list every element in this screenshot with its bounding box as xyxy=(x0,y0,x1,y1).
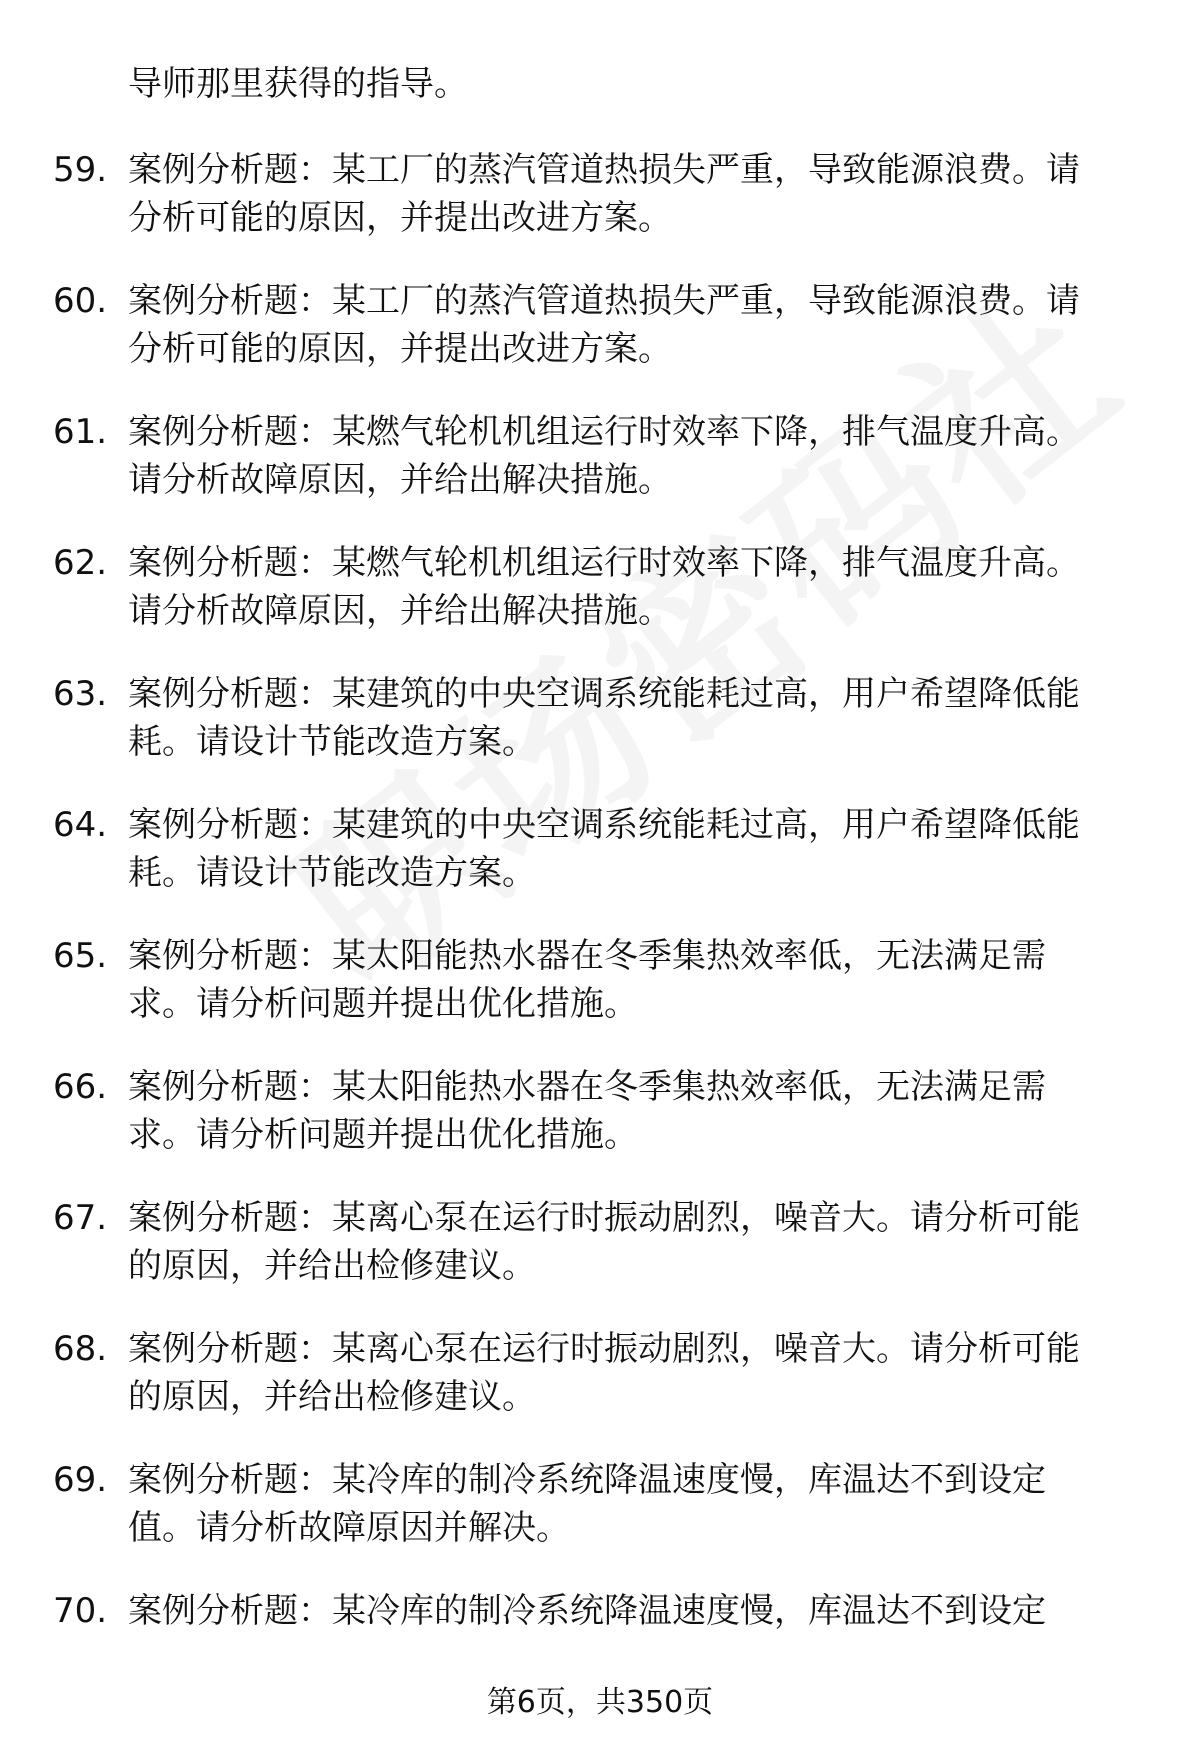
question-text-line: 案例分析题：某建筑的中央空调系统能耗过高，用户希望降低能 xyxy=(128,674,1080,714)
question-number: 70. xyxy=(53,1591,108,1631)
question-text xyxy=(128,1325,1138,1421)
question-text-line: 耗。请设计节能改造方案。 xyxy=(128,853,536,893)
question-text-line: 案例分析题：某建筑的中央空调系统能耗过高，用户希望降低能 xyxy=(128,805,1080,845)
question-text-line: 请分析故障原因，并给出解决措施。 xyxy=(128,591,672,631)
question-text xyxy=(128,801,1138,897)
question-number: 64. xyxy=(53,805,108,845)
question-item xyxy=(0,1194,1200,1325)
question-item xyxy=(0,539,1200,670)
question-text-line: 请分析故障原因，并给出解决措施。 xyxy=(128,460,672,500)
question-text-line: 案例分析题：某冷库的制冷系统降温速度慢，库温达不到设定 xyxy=(128,1591,1046,1631)
question-text xyxy=(128,1063,1138,1159)
question-item xyxy=(0,408,1200,539)
question-text-line: 案例分析题：某离心泵在运行时振动剧烈，噪音大。请分析可能 xyxy=(128,1198,1080,1238)
question-number: 68. xyxy=(53,1329,108,1369)
continued-text: 导师那里获得的指导。 xyxy=(128,64,468,104)
question-item xyxy=(0,1325,1200,1456)
question-item xyxy=(0,277,1200,408)
question-number: 69. xyxy=(53,1460,108,1500)
question-text-line: 案例分析题：某太阳能热水器在冬季集热效率低，无法满足需 xyxy=(128,936,1046,976)
question-number: 67. xyxy=(53,1198,108,1238)
question-text-line: 分析可能的原因，并提出改进方案。 xyxy=(128,329,672,369)
question-text-line: 求。请分析问题并提出优化措施。 xyxy=(128,1115,638,1155)
question-number: 61. xyxy=(53,412,108,452)
question-text-line: 分析可能的原因，并提出改进方案。 xyxy=(128,198,672,238)
question-text-line: 案例分析题：某工厂的蒸汽管道热损失严重，导致能源浪费。请 xyxy=(128,150,1080,190)
question-text xyxy=(128,408,1138,504)
question-item xyxy=(0,1063,1200,1194)
question-text-line: 的原因，并给出检修建议。 xyxy=(128,1377,536,1417)
question-item xyxy=(0,670,1200,801)
question-text-line: 值。请分析故障原因并解决。 xyxy=(128,1508,570,1548)
question-text-line: 的原因，并给出检修建议。 xyxy=(128,1246,536,1286)
question-text-line: 案例分析题：某冷库的制冷系统降温速度慢，库温达不到设定 xyxy=(128,1460,1046,1500)
page-footer: 第6页，共350页 xyxy=(486,1685,714,1720)
question-number: 65. xyxy=(53,936,108,976)
question-text xyxy=(128,277,1138,373)
question-list xyxy=(0,146,1200,1718)
question-text xyxy=(128,1194,1138,1290)
question-text-line: 案例分析题：某太阳能热水器在冬季集热效率低，无法满足需 xyxy=(128,1067,1046,1107)
question-text xyxy=(128,539,1138,635)
question-text-line: 案例分析题：某离心泵在运行时振动剧烈，噪音大。请分析可能 xyxy=(128,1329,1080,1369)
question-text-line: 案例分析题：某燃气轮机机组运行时效率下降，排气温度升高。 xyxy=(128,412,1080,452)
question-item xyxy=(0,801,1200,932)
question-number: 60. xyxy=(53,281,108,321)
question-number: 63. xyxy=(53,674,108,714)
question-item xyxy=(0,932,1200,1063)
question-text-line: 案例分析题：某工厂的蒸汽管道热损失严重，导致能源浪费。请 xyxy=(128,281,1080,321)
question-text xyxy=(128,932,1138,1028)
question-number: 62. xyxy=(53,543,108,583)
question-text xyxy=(128,1456,1138,1552)
question-number: 59. xyxy=(53,150,108,190)
question-text xyxy=(128,670,1138,766)
question-text-line: 案例分析题：某燃气轮机机组运行时效率下降，排气温度升高。 xyxy=(128,543,1080,583)
question-text xyxy=(128,146,1138,242)
question-text xyxy=(128,1587,1138,1635)
question-number: 66. xyxy=(53,1067,108,1107)
question-item xyxy=(0,1456,1200,1587)
question-text-line: 耗。请设计节能改造方案。 xyxy=(128,722,536,762)
question-text-line: 求。请分析问题并提出优化措施。 xyxy=(128,984,638,1024)
question-item xyxy=(0,146,1200,277)
